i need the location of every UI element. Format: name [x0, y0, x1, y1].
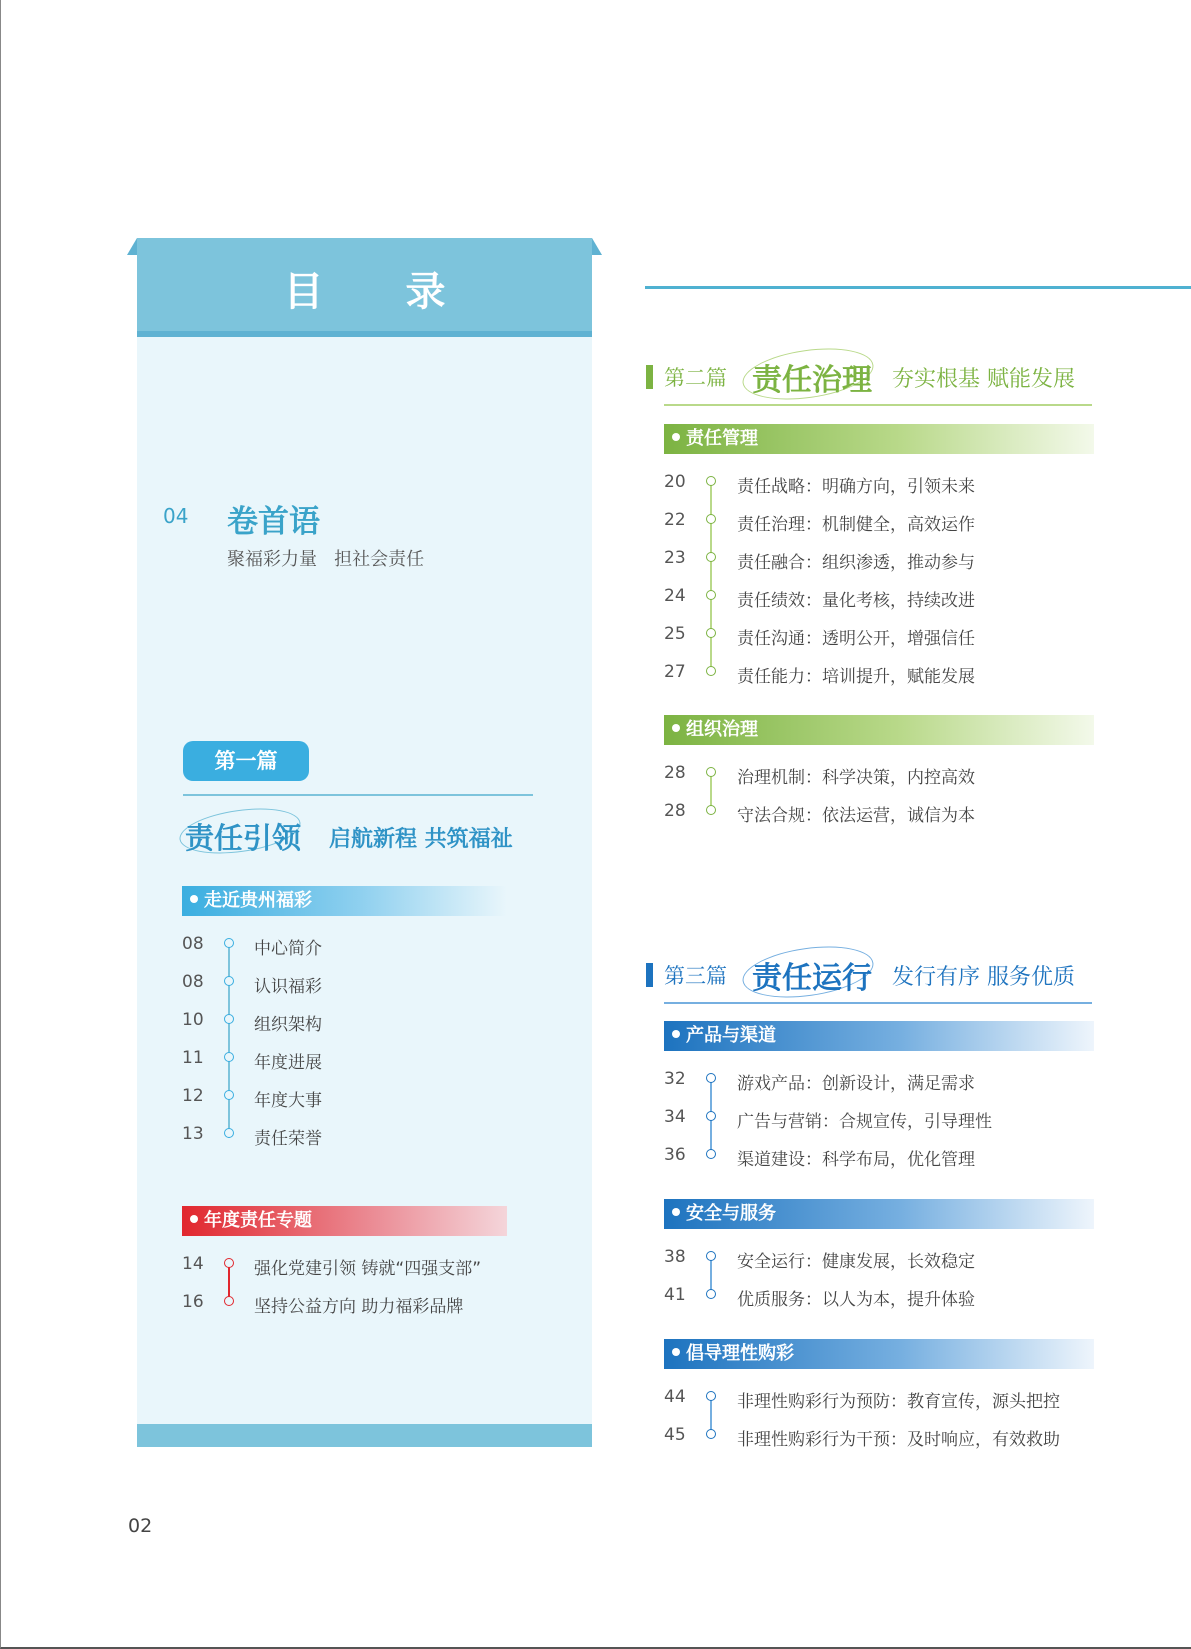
toc-list: [664, 1379, 1144, 1455]
ring-icon: [224, 938, 234, 948]
toc-page: 12: [182, 1086, 204, 1106]
toc-text: 非理性购彩行为干预：及时响应，有效救助: [737, 1430, 1060, 1450]
part2-underline: [664, 404, 1092, 406]
ring-icon: [224, 1296, 234, 1306]
toc-text: 责任沟通：透明公开，增强信任: [737, 629, 975, 649]
part2-label: 第二篇: [664, 366, 727, 390]
ring-icon: [706, 552, 716, 562]
section-heading[interactable]: [664, 424, 1094, 454]
part1-subtitle: 启航新程 共筑福祉: [329, 827, 513, 852]
toc-page: 14: [182, 1254, 204, 1274]
toc-item[interactable]: [182, 964, 562, 1002]
section-heading-label: 组织治理: [686, 719, 758, 740]
ring-icon: [706, 628, 716, 638]
toc-item[interactable]: [664, 464, 1124, 502]
bullet-dot: [672, 1348, 680, 1356]
toc-page: 36: [664, 1145, 686, 1165]
toc-page: 34: [664, 1107, 686, 1127]
toc-text: 认识福彩: [254, 977, 322, 997]
ring-icon: [706, 1391, 716, 1401]
toc-page: 22: [664, 510, 686, 530]
page-number: 02: [128, 1515, 153, 1537]
toc-page: 10: [182, 1010, 204, 1030]
toc-list: [182, 1246, 582, 1322]
ring-icon: [706, 666, 716, 676]
toc-text: 年度大事: [254, 1091, 322, 1111]
toc-header: [137, 238, 592, 337]
part3-label: 第三篇: [664, 964, 727, 988]
bullet-dot: [672, 1030, 680, 1038]
toc-item[interactable]: [664, 755, 1124, 793]
toc-page: 16: [182, 1292, 204, 1312]
toc-text: 坚持公益方向 助力福彩品牌: [254, 1297, 464, 1317]
toc-page: 24: [664, 586, 686, 606]
toc-page: 28: [664, 763, 686, 783]
part2-marker: [646, 365, 653, 389]
ring-icon: [706, 767, 716, 777]
toc-page: 38: [664, 1247, 686, 1267]
ring-icon: [706, 590, 716, 600]
toc-text: 游戏产品：创新设计，满足需求: [737, 1074, 975, 1094]
top-rule: [645, 286, 1191, 289]
toc-page: 41: [664, 1285, 686, 1305]
toc-item[interactable]: [664, 1239, 1124, 1277]
section-heading-label: 产品与渠道: [686, 1025, 776, 1046]
toc-text: 组织架构: [254, 1015, 322, 1035]
toc-text: 广告与营销：合规宣传，引导理性: [737, 1112, 992, 1132]
part3-title: 责任运行: [752, 961, 872, 996]
toc-page: 28: [664, 801, 686, 821]
panel-footer-bar: [137, 1424, 592, 1447]
toc-item[interactable]: [664, 578, 1124, 616]
toc-page: 08: [182, 934, 204, 954]
toc-text: 责任能力：培训提升，赋能发展: [737, 667, 975, 687]
toc-page: 32: [664, 1069, 686, 1089]
ring-icon: [706, 1251, 716, 1261]
toc-item[interactable]: [664, 654, 1124, 692]
toc-text: 责任绩效：量化考核，持续改进: [737, 591, 975, 611]
part1-badge: 第一篇: [183, 741, 309, 781]
part3-underline: [664, 1002, 1092, 1004]
toc-item[interactable]: [664, 1061, 1124, 1099]
ring-icon: [224, 976, 234, 986]
toc-page: 08: [182, 972, 204, 992]
preface-page[interactable]: 04: [163, 504, 189, 528]
toc-text: 渠道建设：科学布局，优化管理: [737, 1150, 975, 1170]
toc-item[interactable]: [182, 1246, 582, 1284]
toc-item[interactable]: [664, 1137, 1124, 1175]
ring-icon: [224, 1128, 234, 1138]
section-heading[interactable]: [664, 715, 1094, 745]
toc-item[interactable]: [182, 1040, 562, 1078]
toc-list: [664, 1239, 1124, 1315]
ring-icon: [706, 476, 716, 486]
ring-icon: [706, 1111, 716, 1121]
section-heading[interactable]: [664, 1021, 1094, 1051]
part2-title: 责任治理: [752, 363, 872, 398]
part1-title: 责任引领: [185, 821, 302, 855]
toc-item[interactable]: [182, 926, 562, 964]
toc-item[interactable]: [664, 1277, 1124, 1315]
toc-item[interactable]: [182, 1002, 562, 1040]
toc-text: 守法合规：依法运营，诚信为本: [737, 806, 975, 826]
toc-list: [664, 464, 1124, 692]
bullet-dot: [672, 433, 680, 441]
bullet-dot: [190, 1215, 198, 1223]
toc-text: 治理机制：科学决策，内控高效: [737, 768, 975, 788]
section-heading[interactable]: [664, 1199, 1094, 1229]
part3-marker: [646, 963, 653, 987]
toc-item[interactable]: [664, 540, 1124, 578]
part2-subtitle: 夯实根基 赋能发展: [892, 367, 1075, 392]
toc-item[interactable]: [664, 1099, 1124, 1137]
toc-text: 责任融合：组织渗透，推动参与: [737, 553, 975, 573]
preface-subtitle: 聚福彩力量 担社会责任: [227, 549, 425, 570]
toc-item[interactable]: [664, 1379, 1144, 1417]
bullet-dot: [672, 1208, 680, 1216]
header-tab-right: [592, 238, 602, 255]
toc-item[interactable]: [182, 1078, 562, 1116]
toc-text: 优质服务：以人为本，提升体验: [737, 1290, 975, 1310]
ring-icon: [706, 1149, 716, 1159]
toc-page: 27: [664, 662, 686, 682]
toc-page: 11: [182, 1048, 204, 1068]
toc-text: 责任战略：明确方向，引领未来: [737, 477, 975, 497]
toc-title: 目 录: [283, 269, 480, 315]
ring-icon: [224, 1258, 234, 1268]
toc-page: 25: [664, 624, 686, 644]
ring-icon: [224, 1014, 234, 1024]
section-heading[interactable]: [182, 1206, 507, 1236]
preface-title[interactable]: 卷首语: [227, 504, 320, 540]
bullet-dot: [190, 895, 198, 903]
section-heading-label: 年度责任专题: [204, 1210, 312, 1231]
part1-divider: [183, 794, 533, 796]
toc-page: 45: [664, 1425, 686, 1445]
toc-item[interactable]: [664, 616, 1124, 654]
toc-item[interactable]: [664, 1417, 1144, 1455]
toc-page: 23: [664, 548, 686, 568]
bullet-dot: [672, 724, 680, 732]
toc-list: [664, 755, 1124, 831]
section-heading-label: 责任管理: [686, 428, 758, 449]
toc-item[interactable]: [664, 793, 1124, 831]
ring-icon: [224, 1052, 234, 1062]
toc-text: 安全运行：健康发展，长效稳定: [737, 1252, 975, 1272]
header-tab-left: [127, 238, 137, 255]
section-heading-label: 倡导理性购彩: [686, 1343, 794, 1364]
toc-text: 中心简介: [254, 939, 322, 959]
part3-subtitle: 发行有序 服务优质: [892, 965, 1075, 990]
toc-text: 责任治理：机制健全，高效运作: [737, 515, 975, 535]
ring-icon: [224, 1090, 234, 1100]
toc-text: 年度进展: [254, 1053, 322, 1073]
section-heading-label: 安全与服务: [686, 1203, 776, 1224]
toc-page: 44: [664, 1387, 686, 1407]
toc-list: [182, 926, 562, 1154]
section-heading-label: 走近贵州福彩: [204, 890, 312, 911]
ring-icon: [706, 1429, 716, 1439]
toc-text: 责任荣誉: [254, 1129, 322, 1149]
toc-item[interactable]: [182, 1284, 582, 1322]
toc-list: [664, 1061, 1124, 1175]
ring-icon: [706, 1073, 716, 1083]
toc-page: 20: [664, 472, 686, 492]
toc-left-panel: [137, 238, 592, 1447]
section-heading[interactable]: [182, 886, 507, 916]
toc-text: 非理性购彩行为预防：教育宣传，源头把控: [737, 1392, 1060, 1412]
ring-icon: [706, 514, 716, 524]
toc-item[interactable]: [664, 502, 1124, 540]
ring-icon: [706, 805, 716, 815]
toc-text: 强化党建引领 铸就“四强支部”: [254, 1259, 482, 1279]
ring-icon: [706, 1289, 716, 1299]
toc-item[interactable]: [182, 1116, 562, 1154]
toc-page: 13: [182, 1124, 204, 1144]
section-heading[interactable]: [664, 1339, 1094, 1369]
